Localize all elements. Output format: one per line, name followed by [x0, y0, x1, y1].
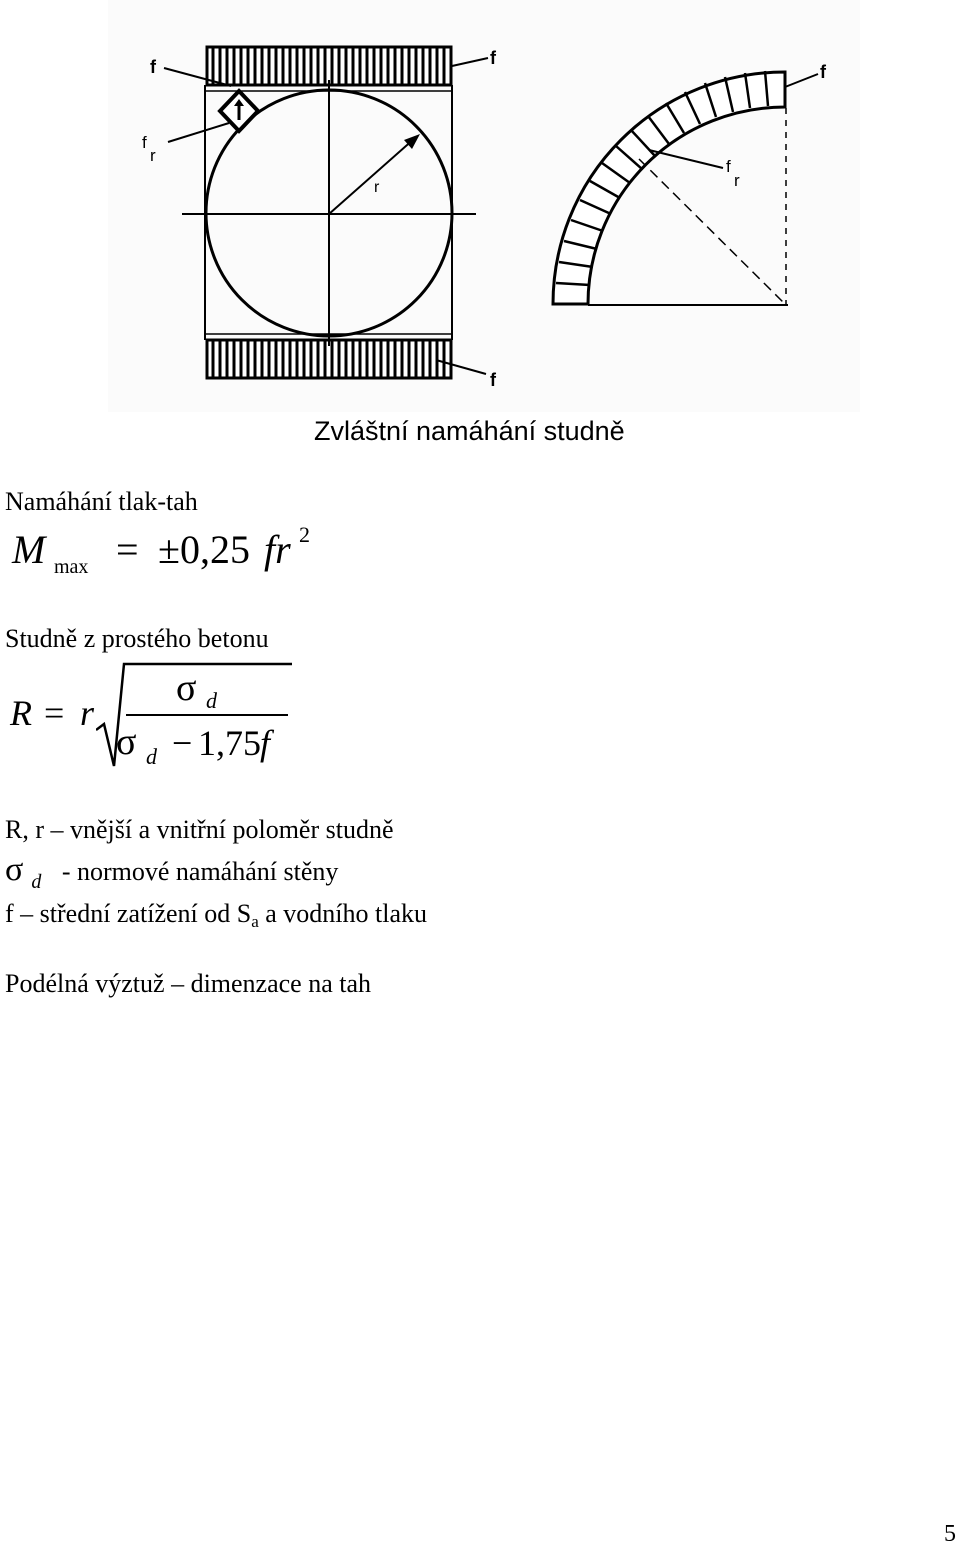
denominator-f: f — [260, 723, 271, 763]
legend-sigma-symbol: σ — [5, 851, 24, 888]
formula-mmax — [12, 522, 332, 586]
label-f-bottom: f — [490, 370, 496, 390]
formula-m: M — [12, 527, 46, 572]
legend-f-sub: a — [251, 912, 259, 931]
heading-tension: Namáhání tlak-tah — [5, 487, 198, 516]
legend-sigma-text: - normové namáhání stěny — [61, 857, 339, 886]
numerator-sub: d — [206, 688, 217, 713]
formula-fr: fr — [264, 527, 291, 572]
denominator-minus: − — [172, 723, 193, 763]
reinforcement-note: Podélná výztuž – dimenzace na tah — [5, 969, 372, 998]
label-fr-right-sub: r — [734, 171, 740, 190]
radius-label: r — [374, 179, 380, 196]
formula-exp: 2 — [299, 522, 310, 547]
legend-sigma — [5, 851, 339, 893]
formula-R-eq: = — [44, 693, 65, 733]
denominator-sigma: σ — [116, 721, 137, 763]
formula-R — [10, 660, 310, 775]
legend-f — [5, 899, 427, 937]
page-number: 5 — [944, 1521, 956, 1547]
numerator-sigma: σ — [176, 667, 197, 709]
denominator-sub: d — [146, 744, 157, 769]
label-f-top-right: f — [490, 48, 496, 68]
quarter-ring-diagram — [553, 62, 827, 305]
formula-eq: = — [116, 527, 139, 572]
formula-coef: ±0,25 — [158, 527, 250, 572]
figure-caption: Zvláštní namáhání studně — [314, 416, 625, 446]
legend-f-text-b: a vodního tlaku — [258, 899, 428, 928]
formula-R-r: r — [80, 693, 95, 733]
label-f-top-left: f — [150, 57, 156, 77]
denominator-coef: 1,75 — [198, 723, 261, 763]
legend-sigma-sub: d — [31, 871, 42, 893]
legend-radii: R, r – vnější a vnitřní poloměr studně — [5, 815, 394, 844]
formula-R-lhs: R — [10, 693, 32, 733]
label-fr-left: f — [142, 133, 147, 152]
legend-f-text-a: f – střední zatížení od S — [5, 899, 252, 928]
top-load-strip — [207, 47, 451, 85]
formula-m-sub: max — [54, 556, 89, 578]
label-fr-left-sub: r — [150, 146, 156, 165]
label-f-right: f — [820, 62, 826, 82]
heading-plain-concrete: Studně z prostého betonu — [5, 624, 269, 653]
label-fr-right: f — [726, 157, 731, 176]
well-stress-figure — [108, 0, 860, 412]
